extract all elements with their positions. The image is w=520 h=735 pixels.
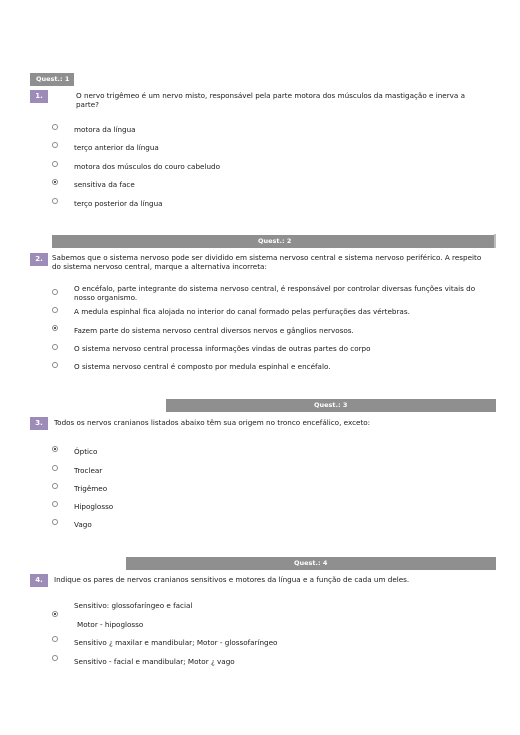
q2-option-4-radio[interactable]: [52, 344, 58, 350]
q4-option-3-radio[interactable]: [52, 655, 58, 661]
question-2-number: 2.: [30, 253, 48, 266]
q2-option-3-label[interactable]: Fazem parte do sistema nervoso central diversos nervos e gânglios nervosos.: [74, 326, 354, 335]
q1-option-5-radio[interactable]: [52, 198, 58, 204]
question-1-number: 1.: [30, 90, 48, 103]
question-4-number: 4.: [30, 574, 48, 587]
q3-option-4-radio[interactable]: [52, 501, 58, 507]
q1-option-1-label[interactable]: motora da língua: [74, 125, 136, 134]
q2-option-5-radio[interactable]: [52, 362, 58, 368]
q3-option-2-radio[interactable]: [52, 465, 58, 471]
q1-option-4-label[interactable]: sensitiva da face: [74, 180, 135, 189]
q3-option-3-label[interactable]: Trigêmeo: [74, 484, 108, 493]
q1-option-2-label[interactable]: terço anterior da língua: [74, 143, 159, 152]
q1-option-5-label[interactable]: terço posterior da língua: [74, 199, 163, 208]
question-2-header-label: Quest.: 2: [258, 237, 292, 245]
q1-option-3-label[interactable]: motora dos músculos do couro cabeludo: [74, 162, 220, 171]
q3-option-1-radio[interactable]: [52, 446, 58, 452]
question-3-number: 3.: [30, 417, 48, 430]
question-4-header-label: Quest.: 4: [294, 559, 328, 567]
q2-option-2-label[interactable]: A medula espinhal fica alojada no interior do canal formado pelas perfurações das vértebras.: [74, 307, 410, 316]
q3-option-5-radio[interactable]: [52, 519, 58, 525]
q2-option-2-radio[interactable]: [52, 307, 58, 313]
question-1-text: O nervo trigêmeo é um nervo misto, responsável pela parte motora dos músculos da mastigação e inerva a parte?: [76, 91, 466, 109]
q3-option-5-label[interactable]: Vago: [74, 520, 92, 529]
q3-option-3-radio[interactable]: [52, 483, 58, 489]
q2-option-5-label[interactable]: O sistema nervoso central é composto por medula espinhal e encéfalo.: [74, 362, 331, 371]
question-2-text: Sabemos que o sistema nervoso pode ser dividido em sistema nervoso central e sistema nervoso periférico. A respeito do sistema nervoso central, marque a alternativa incorreta:: [52, 253, 482, 271]
q3-option-2-label[interactable]: Troclear: [74, 466, 103, 475]
q2-option-4-label[interactable]: O sistema nervoso central processa informações vindas de outras partes do corpo: [74, 344, 371, 353]
q4-option-3-label[interactable]: Sensitivo - facial e mandibular; Motor ¿ vago: [74, 657, 235, 666]
question-3-text: Todos os nervos cranianos listados abaixo têm sua origem no tronco encefálico, exceto:: [54, 418, 371, 427]
q1-option-1-radio[interactable]: [52, 124, 58, 130]
q1-option-4-radio[interactable]: [52, 179, 58, 185]
question-4-header: [126, 557, 496, 570]
q1-option-2-radio[interactable]: [52, 142, 58, 148]
q2-option-1-radio[interactable]: [52, 289, 58, 295]
question-1-header: [30, 73, 74, 86]
q2-option-3-radio[interactable]: [52, 325, 58, 331]
question-2-header: [52, 235, 494, 248]
question-4-text: Indique os pares de nervos cranianos sensitivos e motores da língua e a função de cada um deles.: [54, 575, 410, 584]
q1-option-3-radio[interactable]: [52, 161, 58, 167]
q2-option-1-label[interactable]: O encéfalo, parte integrante do sistema nervoso central, é responsável por controlar diversas funções vitais do nosso organismo.: [74, 284, 476, 302]
q4-option-2-radio[interactable]: [52, 636, 58, 642]
q4-option-2-label[interactable]: Sensitivo ¿ maxilar e mandibular; Motor - glossofaríngeo: [74, 638, 278, 647]
question-1-header-label: Quest.: 1: [36, 75, 70, 83]
q4-option-1-label[interactable]: [74, 601, 192, 629]
question-3-header-label: Quest.: 3: [314, 401, 348, 409]
q4-option-1-line-2: Motor - hipoglosso: [77, 620, 144, 629]
question-3-header: [166, 399, 496, 412]
q3-option-4-label[interactable]: Hipoglosso: [74, 502, 114, 511]
q4-option-1-line-1: Sensitivo: glossofaríngeo e facial: [74, 601, 193, 610]
q4-option-1-radio[interactable]: [52, 611, 58, 617]
q3-option-1-label[interactable]: Óptico: [74, 447, 98, 456]
header-divider: [494, 234, 496, 248]
